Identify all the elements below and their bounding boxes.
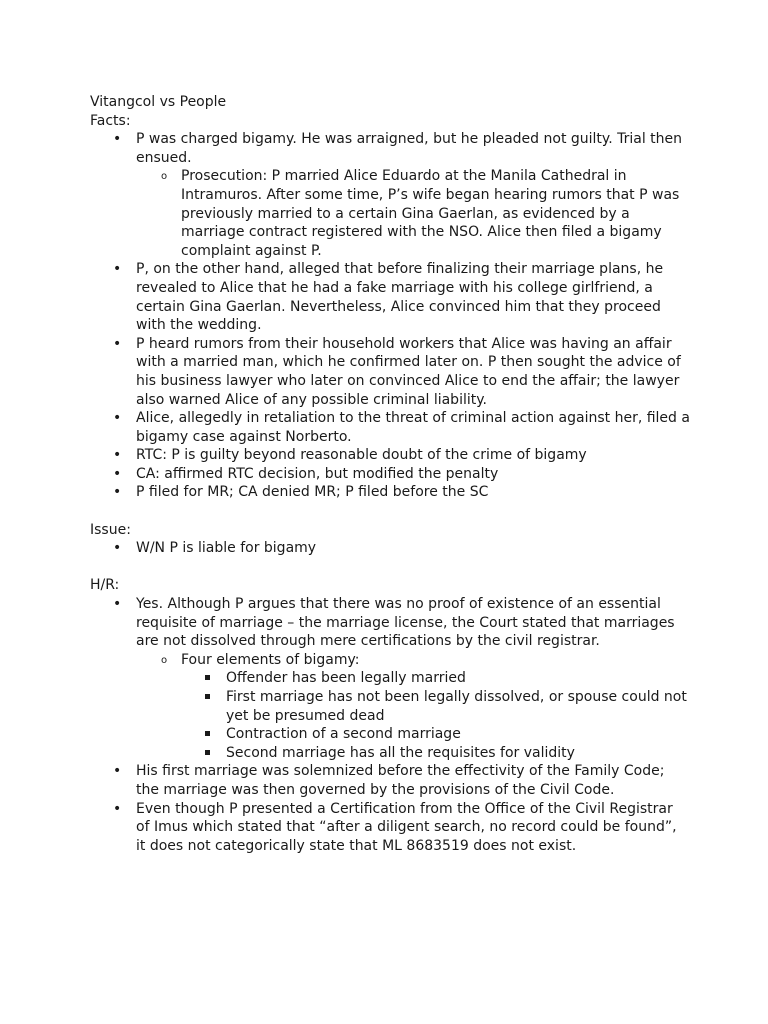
list-item-text: RTC: P is guilty beyond reasonable doubt of the crime of bigamy	[136, 447, 587, 464]
list-item-text: Even though P presented a Certification from the Office of the Civil Registrar of Imus which stated that “after a diligent search, no record could be found”, it does not categorically state that ML 8683519 does not exist.	[136, 800, 677, 854]
list-item	[90, 446, 690, 465]
issue-heading: Issue:	[90, 521, 131, 538]
bullet-icon: •	[113, 596, 122, 613]
square-bullet-icon	[205, 675, 210, 680]
sub-list-item-text: Prosecution: P married Alice Eduardo at the Manila Cathedral in Intramuros. After some time, P’s wife began hearing rumors that P was previously married to a certain Gina Gaerlan, as evidenced by a marriage contract registered with the NSO. Alice then filed a bigamy complaint against P.	[181, 168, 680, 259]
element-item-text: First marriage has not been legally dissolved, or spouse could not yet be presumed dead	[226, 689, 687, 724]
element-item	[181, 688, 690, 725]
bullet-icon: •	[113, 447, 122, 464]
list-item	[90, 800, 690, 856]
list-item	[90, 465, 690, 484]
list-item-text: His first marriage was solemnized before the effectivity of the Family Code; the marriage was then governed by the provisions of the Civil Code.	[136, 763, 665, 798]
sub-list-item	[136, 651, 690, 763]
list-item	[90, 260, 690, 334]
square-bullet-icon	[205, 750, 210, 755]
list-item-text: W/N P is liable for bigamy	[136, 540, 317, 557]
document-title: Vitangcol vs People	[90, 94, 227, 110]
square-bullet-icon	[205, 694, 210, 699]
element-item	[181, 744, 690, 763]
circle-bullet-icon: o	[161, 654, 168, 666]
bullet-icon: •	[113, 540, 122, 557]
list-item	[90, 539, 690, 558]
list-item	[90, 762, 690, 799]
facts-sublist	[136, 167, 690, 260]
list-item-text: Alice, allegedly in retaliation to the threat of criminal action against her, filed a bigamy case against Norberto.	[136, 410, 690, 445]
hr-list	[90, 595, 690, 855]
list-item-text: Yes. Although P argues that there was no proof of existence of an essential requisite of marriage – the marriage license, the Court stated that marriages are not dissolved through mere certifications by the civil registrar.	[136, 596, 675, 650]
bullet-icon: •	[113, 335, 122, 352]
bullet-icon: •	[113, 131, 122, 148]
element-item	[181, 725, 690, 744]
sub-list-item	[136, 167, 690, 260]
list-item	[90, 335, 690, 409]
bullet-icon: •	[113, 261, 122, 278]
square-bullet-icon	[205, 731, 210, 736]
list-item-text: P heard rumors from their household workers that Alice was having an affair with a married man, which he confirmed later on. P then sought the advice of his business lawyer who later on convinced Alice to end the affair; the lawyer also warned Alice of any possible criminal liability.	[136, 335, 681, 408]
element-item	[181, 669, 690, 688]
issue-list	[90, 539, 690, 558]
circle-bullet-icon: o	[161, 171, 168, 183]
element-item-text: Contraction of a second marriage	[226, 726, 461, 743]
bullet-icon: •	[113, 763, 122, 780]
sub-list-item-text: Four elements of bigamy:	[181, 651, 360, 668]
section-spacer	[90, 502, 690, 521]
bullet-icon: •	[113, 484, 122, 501]
section-spacer	[90, 558, 690, 577]
element-item-text: Second marriage has all the requisites for validity	[226, 744, 575, 761]
list-item-text: P was charged bigamy. He was arraigned, but he pleaded not guilty. Trial then ensued.	[136, 131, 683, 166]
list-item-text: CA: affirmed RTC decision, but modified the penalty	[136, 465, 499, 482]
document-page	[90, 93, 690, 855]
list-item	[90, 595, 690, 762]
element-item-text: Offender has been legally married	[226, 670, 466, 687]
hr-heading: H/R:	[90, 577, 120, 594]
facts-list	[90, 130, 690, 502]
list-item	[90, 483, 690, 502]
facts-heading: Facts:	[90, 112, 131, 129]
hr-sublist	[136, 651, 690, 763]
bullet-icon: •	[113, 410, 122, 427]
list-item-text: P, on the other hand, alleged that before finalizing their marriage plans, he revealed to Alice that he had a fake marriage with his college girlfriend, a certain Gina Gaerlan. Nevertheless, Alice convinced him that they proceed with the wedding.	[136, 261, 664, 334]
list-item-text: P filed for MR; CA denied MR; P filed before the SC	[136, 484, 489, 501]
list-item	[90, 409, 690, 446]
bullet-icon: •	[113, 465, 122, 482]
bullet-icon: •	[113, 800, 122, 817]
bigamy-elements-list	[181, 669, 690, 762]
list-item	[90, 130, 690, 260]
